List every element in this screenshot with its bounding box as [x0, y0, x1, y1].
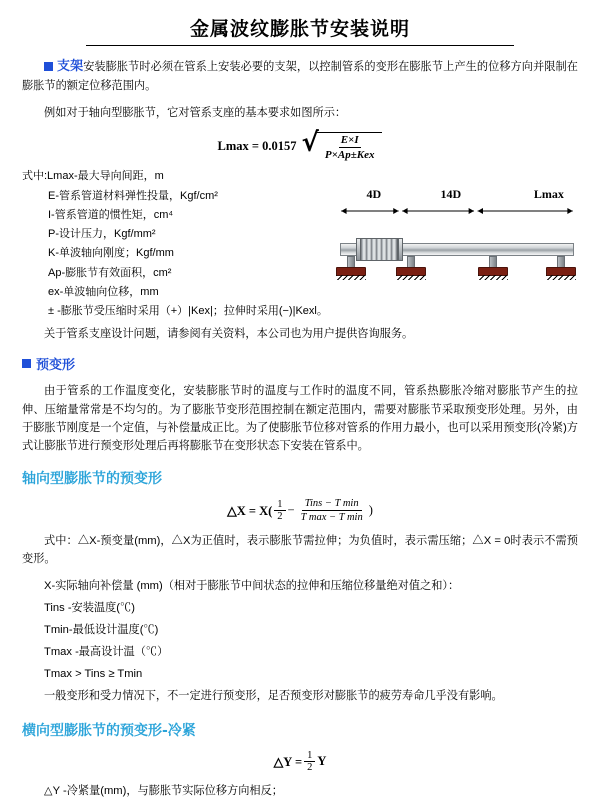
subsection-lateral-pre-deformation-heading: 横向型膨胀节的预变形-冷紧	[22, 723, 196, 740]
sub1-line-3: Tmin-最低设计温度(℃)	[44, 624, 159, 636]
legend-item: P-设计压力，Kgf/mm²	[48, 228, 156, 241]
sub1-line-4: Tmax -最高设计温（℃）	[44, 645, 169, 658]
section1-para2: 例如对于轴向型膨胀节，它对管系支座的基本要求如图所示：	[44, 107, 347, 120]
axial-pre-deformation-equation	[22, 498, 578, 523]
legend-item: ex-单波轴向位移，mm	[48, 285, 159, 298]
legend-item: ± -膨胀节受压缩时采用（+）|Kex|；拉伸时采用(−)|Kexl。	[48, 305, 328, 318]
sub2-line-0: △Y -冷紧量(mm)，与膨胀节实际位移方向相反；	[44, 785, 283, 798]
page-title: 金属波纹膨胀节安装说明	[189, 18, 410, 40]
dimension-label-4d: 4D	[366, 187, 382, 202]
section2-header	[22, 354, 578, 373]
dimension-arrows-icon	[334, 203, 578, 219]
dimension-label-14d: 14D	[440, 187, 462, 202]
title-underline	[86, 45, 514, 46]
document-page	[0, 14, 600, 798]
pipe-support-diagram	[334, 187, 578, 307]
section2-heading: 预变形	[36, 358, 76, 374]
temperature-ratio-fraction: $\frac{\text{Tins − T min}}{\text{T max − T min}}$	[300, 498, 363, 524]
legend-item: I-管系管道的惯性矩，cm⁴	[48, 208, 174, 221]
section1-heading: 支架	[57, 59, 84, 74]
sub1-line-2: Tins -安装温度(℃)	[44, 602, 135, 615]
blue-square-marker-icon	[22, 359, 31, 368]
formula-legend	[22, 167, 328, 321]
diagram-dimension-labels	[334, 187, 578, 203]
document-body	[0, 56, 600, 803]
sub1-line-6: 一般变形和受力情况下，不一定进行预变形，足否预变形对膨胀节的疲劳寿命几乎没有影响。	[44, 689, 503, 702]
equation-lhs: △X = X(	[227, 503, 273, 518]
legend-item: E-管系管道材料弹性投量，Kgf/cm²	[48, 189, 218, 202]
pipe-assembly	[334, 225, 578, 281]
lmax-formula-numerator: E×I	[340, 134, 359, 147]
square-root-icon: √ $\frac{E\times I}{\text{P×Ap±Kex}}$	[302, 132, 383, 161]
fraction-one-half-icon: $\frac{1}{2}$	[274, 499, 285, 522]
lmax-formula	[22, 128, 578, 162]
equation-minus-sign: −	[287, 503, 295, 518]
equation-rhs: )	[368, 503, 373, 518]
legend-item: K-单波轴向刚度；Kgf/mm	[48, 247, 174, 260]
equation-rhs: Y	[317, 754, 327, 769]
dimension-label-lmax: Lmax	[533, 187, 564, 202]
section1-intro-paragraph	[22, 56, 578, 95]
sub1-line-1: X-实际轴向补偿量 (mm)（相对于膨胀节中间状态的拉伸和压缩位移量绝对值之和）：	[44, 580, 460, 593]
section2-para1: 由于管系的工作温度变化，安装膨胀节时的温度与工作时的温度不同，管系热膨胀冷缩对膨胀节产生的拉伸、压缩量常常是不均匀的。为了膨胀节变形范围控制在额定范围内，需要对膨胀节采取预变形处理。另外，由于膨胀节刚度是一个定值，与补偿量成正比。为了使膨胀节位移对管系的作用力最小，也可以采用预变形(冷紧)方式让膨胀节进行预变形处理后再将膨胀节在变形状态下安装在管系中。	[22, 385, 578, 452]
pipe-support-guide-2	[478, 256, 508, 278]
lmax-formula-denominator: P×Ap±Kex	[324, 149, 375, 162]
blue-square-marker-icon	[44, 62, 53, 71]
sub1-line-5: Tmax > Tins ≥ Tmin	[44, 667, 143, 680]
pipe-support-anchor	[336, 256, 366, 278]
equation-lhs: △Y =	[273, 754, 303, 769]
lateral-cold-spring-equation	[22, 750, 578, 773]
legend-and-diagram	[22, 167, 578, 321]
subsection-axial-pre-deformation-heading: 轴向型膨胀节的预变形	[22, 471, 162, 488]
legend-item: 式中:Lmax-最大导向间距，m	[22, 170, 164, 183]
section1-para1: 安装膨胀节时必须在管系上安装必要的支架，以控制管系的变形在膨胀节上产生的位移方向并限制在膨胀节的额定位移范围内。	[22, 61, 578, 93]
fraction-one-half-icon: $\frac{1}{2}$	[304, 750, 315, 773]
pipe-support-guide-1	[396, 256, 426, 278]
section1-para3: 关于管系支座设计问题，请参阅有关资料，本公司也为用户提供咨询服务。	[44, 328, 414, 341]
sub1-line-0: 式中：△X-预变量(mm)，△X为正值时，表示膨胀节需拉伸；为负值时，表示需压缩；△X = 0时表示不需预变形。	[22, 535, 578, 566]
pipe-support-guide-3	[546, 256, 576, 278]
legend-item: Ap-膨胀节有效面积，cm²	[48, 266, 172, 279]
lmax-formula-lhs: Lmax = 0.0157	[217, 139, 297, 154]
